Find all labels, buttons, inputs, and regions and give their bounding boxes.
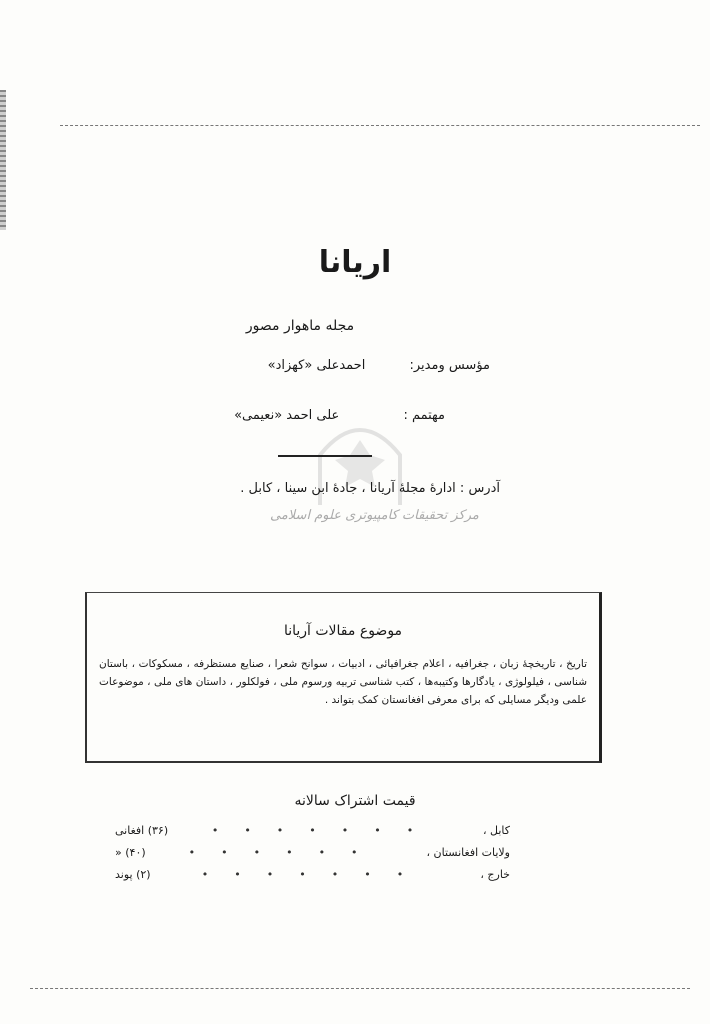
price-row <box>115 846 510 859</box>
editor-name: علی احمد «نعیمی» <box>234 408 340 423</box>
address-line: آدرس : ادارهٔ مجلهٔ آریانا ، جادهٔ ابن سینا ، کابل . <box>240 481 500 496</box>
price-value: (۴۰) « <box>115 846 146 859</box>
subscription-title: قیمت اشتراک سالانه <box>294 793 416 809</box>
price-place: خارج ، <box>480 868 510 881</box>
price-row <box>115 824 510 837</box>
price-row <box>115 868 510 881</box>
price-place: کابل ، <box>482 824 510 837</box>
magazine-subtitle: مجله ماهوار مصور <box>245 318 355 334</box>
leader-dots: •••••• <box>188 846 384 859</box>
scan-edge <box>0 90 6 230</box>
scan-line-top <box>60 125 700 126</box>
scan-line-bottom <box>30 988 690 989</box>
price-value: (۳۶) افغانی <box>115 824 169 837</box>
founder-line <box>268 358 490 373</box>
divider-rule <box>278 455 372 457</box>
topics-title: موضوع مقالات آریانا <box>283 623 403 639</box>
leader-dots: ••••••• <box>211 824 440 837</box>
editor-label: مهتمم : <box>403 408 445 423</box>
founder-name: احمدعلی «کهزاد» <box>267 358 366 373</box>
watermark-text: مرکز تحقیقات کامپیوتری علوم اسلامی <box>270 508 479 523</box>
founder-label: مؤسس ومدیر: <box>409 358 490 373</box>
price-value: (۲) پوند <box>115 868 151 881</box>
leader-dots: ••••••• <box>201 868 430 881</box>
magazine-title: اریانا <box>318 245 392 280</box>
topics-text: تاریخ ، تاریخچهٔ زبان ، جغرافیه ، اعلام جغرافیائی ، ادبیات ، سوانح شعرا ، صنایع مستظرفه ، مسکوکات ، باستان شناسی ، فیلولوژی ، یادگارها وکتیبه‌ها ، کتب شناسی تربیه ورسوم ملی ، فولکلور ، داستان های ملی ، موضوعات علمی ودیگر مسایلی که برای معرفی افغانستان کمک بتواند . <box>99 658 587 706</box>
topics-box <box>85 592 602 763</box>
price-place: ولایات افغانستان ، <box>426 846 510 859</box>
